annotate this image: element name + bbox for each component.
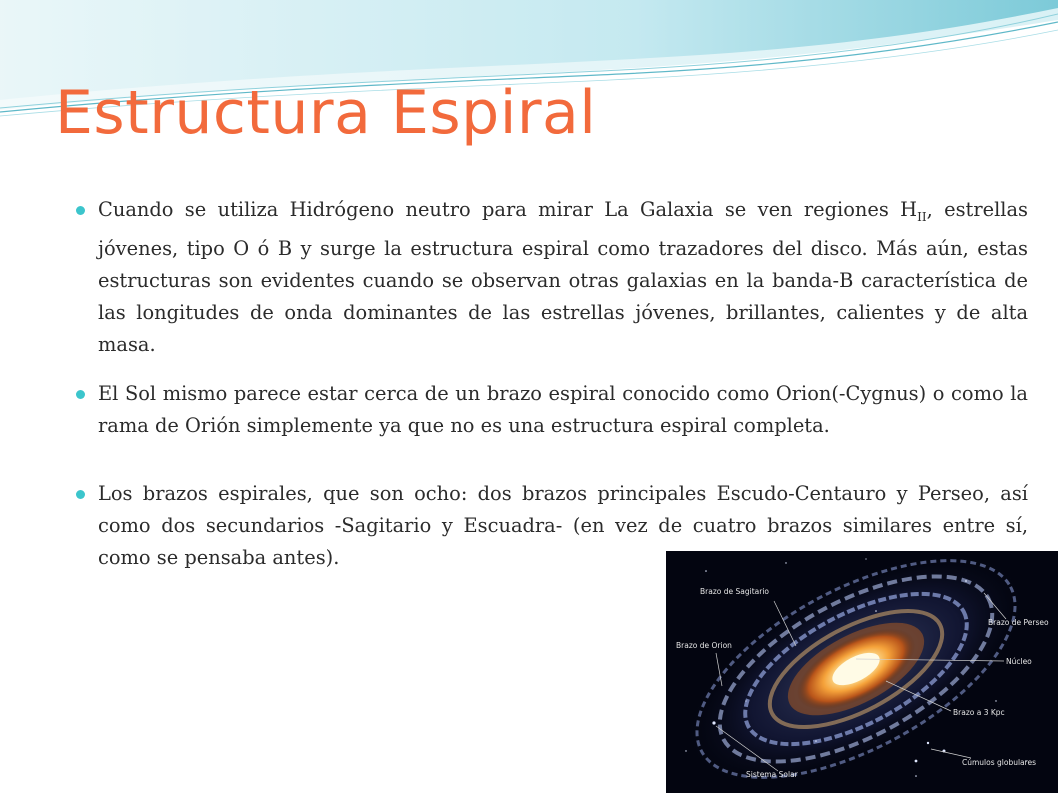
bullet-item-1	[76, 194, 1028, 361]
bullet-1-text-end: , estrellas jóvenes, tipo O ó B y surge la estructura espiral como trazadores del disco. Más aún, estas estructuras son evidentes cuando se observan otras galaxias en la banda-B característica de las longitudes de onda dominantes de las estrellas jóvenes, brillantes, calientes y de alta masa.	[98, 198, 1028, 356]
slide-title: Estructura Espiral	[55, 78, 597, 148]
label-brazo-perseo: Brazo de Perseo	[988, 618, 1049, 627]
bullet-1-subscript: II	[917, 209, 927, 224]
bullet-1-text-start: Cuando se utiliza Hidrógeno neutro para mirar La Galaxia se ven regiones H	[98, 198, 918, 221]
bullet-text-3: Los brazos espirales, que son ocho: dos brazos principales Escudo-Centauro y Perseo, así como dos secundarios -Sagitario y Escuadra- (en vez de cuatro brazos similares entre sí, como se pensaba antes).	[98, 482, 1028, 569]
label-brazo-3kpc: Brazo a 3 Kpc	[953, 708, 1005, 717]
bullet-text-1	[98, 194, 1028, 361]
label-brazo-sagitario: Brazo de Sagitario	[700, 587, 769, 596]
bullet-dot-icon	[76, 390, 85, 399]
bullet-dot-icon	[76, 490, 85, 499]
bullet-text-2: El Sol mismo parece estar cerca de un brazo espiral conocido como Orion(-Cygnus) o como la rama de Orión simplemente ya que no es una estructura espiral completa.	[98, 382, 1028, 437]
milky-way-diagram-image	[666, 551, 1058, 793]
bullet-item-2	[76, 378, 1028, 442]
bullet-dot-icon	[76, 206, 85, 215]
label-sistema-solar: Sistema Solar	[746, 770, 798, 779]
label-cumulos-globulares: Cúmulos globulares	[962, 758, 1037, 767]
label-nucleo: Núcleo	[1006, 657, 1032, 666]
label-brazo-orion: Brazo de Orion	[676, 641, 732, 650]
